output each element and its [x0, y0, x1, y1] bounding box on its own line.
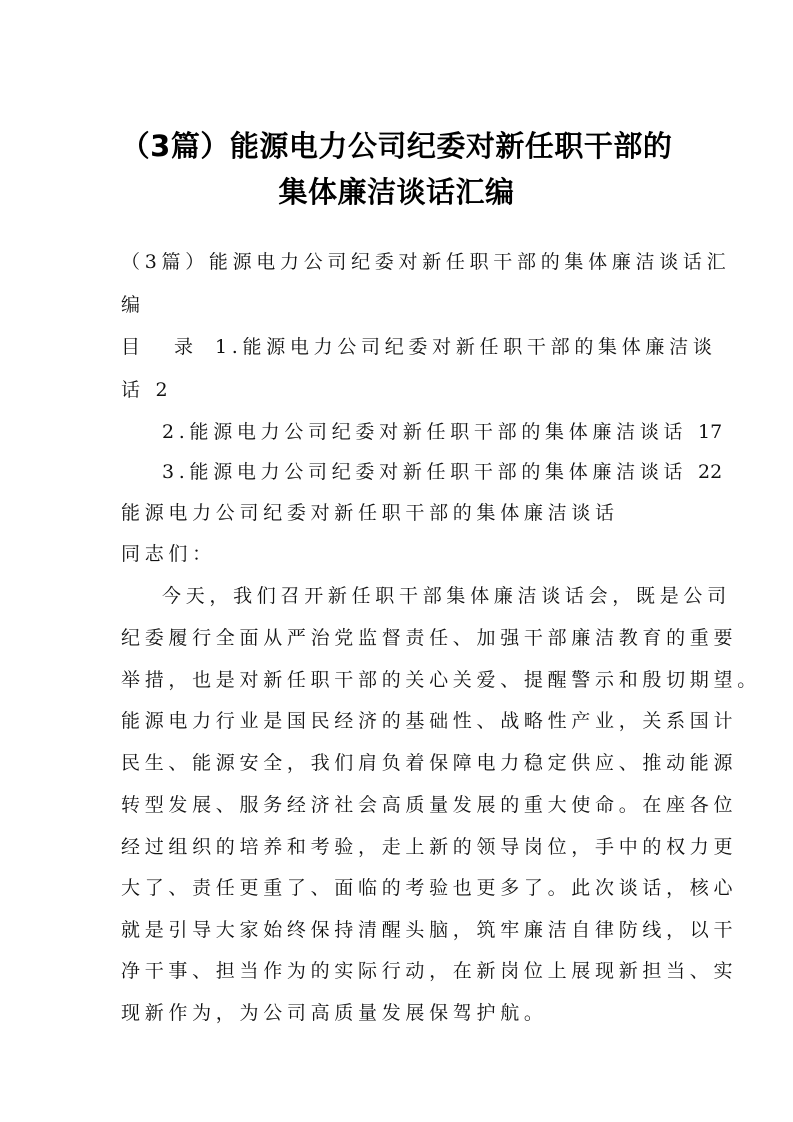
- toc-entry-1[interactable]: [121, 334, 717, 360]
- body-line: 现新作为，为公司高质量发展保驾护航。: [121, 1002, 548, 1024]
- toc-entry-3-page: 22: [697, 461, 723, 483]
- body-line: 大了、责任更重了、面临的考验也更多了。此次谈话，核心: [121, 877, 738, 899]
- subtitle-line-2: 编: [121, 294, 145, 316]
- toc-entry-3-text[interactable]: 3.能源电力公司纪委对新任职干部的集体廉洁谈话: [162, 461, 688, 483]
- document-title-line-2: 集体廉洁谈话汇编: [278, 175, 515, 209]
- toc-entry-3[interactable]: [162, 459, 722, 485]
- section-heading: 能源电力公司纪委对新任职干部的集体廉洁谈话: [121, 502, 619, 524]
- toc-entry-1-continued[interactable]: [121, 377, 681, 403]
- toc-entry-2-page: 17: [697, 421, 723, 443]
- body-line: 能源电力行业是国民经济的基础性、战略性产业，关系国计: [121, 710, 738, 732]
- body-line: 转型发展、服务经济社会高质量发展的重大使命。在座各位: [121, 794, 738, 816]
- salutation: 同志们：: [121, 543, 216, 565]
- body-line: 纪委履行全面从严治党监督责任、加强干部廉洁教育的重要: [121, 627, 738, 649]
- toc-entry-1-page: 2: [155, 379, 168, 401]
- body-line: 经过组织的培养和考验，走上新的领导岗位，手中的权力更: [121, 836, 738, 858]
- body-line: 民生、能源安全，我们肩负着保障电力稳定供应、推动能源: [121, 752, 738, 774]
- toc-entry-1-text-cont[interactable]: 话: [121, 379, 145, 401]
- toc-entry-2-text[interactable]: 2.能源电力公司纪委对新任职干部的集体廉洁谈话: [162, 421, 688, 443]
- body-line: 就是引导大家始终保持清醒头脑，筑牢廉洁自律防线，以干: [121, 919, 738, 941]
- toc-entry-1-text[interactable]: 1.能源电力公司纪委对新任职干部的集体廉洁谈: [215, 336, 717, 358]
- document-title-line-1: （3篇）能源电力公司纪委对新任职干部的: [120, 129, 673, 163]
- toc-entry-2[interactable]: [162, 419, 722, 445]
- body-line: 举措，也是对新任职干部的关心关爱、提醒警示和殷切期望。: [121, 669, 761, 691]
- body-line: 今天，我们召开新任职干部集体廉洁谈话会，既是公司: [162, 585, 731, 607]
- toc-label: 目 录: [121, 336, 208, 358]
- subtitle-line-1: （3篇）能源电力公司纪委对新任职干部的集体廉洁谈话汇: [121, 251, 731, 273]
- body-line: 净干事、担当作为的实际行动，在新岗位上展现新担当、实: [121, 960, 738, 982]
